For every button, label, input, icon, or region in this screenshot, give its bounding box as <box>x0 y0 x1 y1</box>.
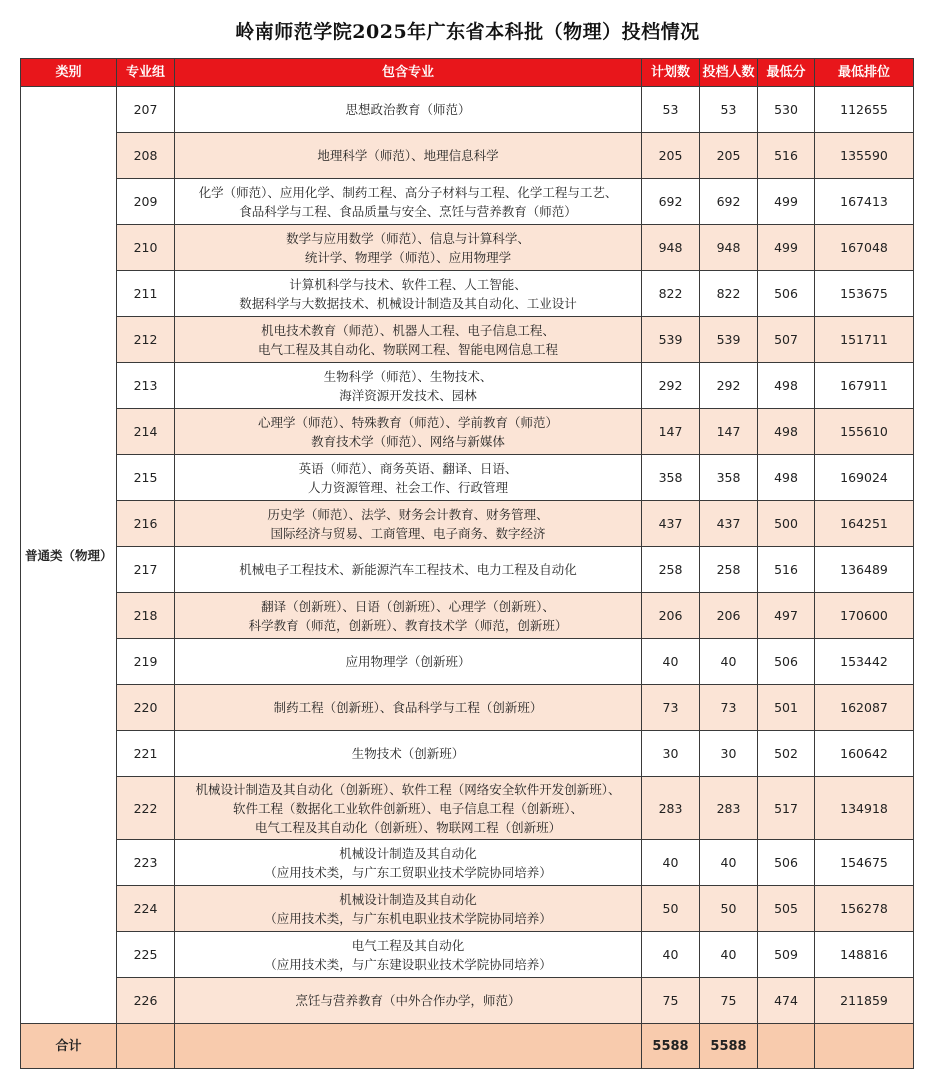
group-cell: 223 <box>117 840 175 886</box>
group-cell: 212 <box>117 317 175 363</box>
min-rank-cell: 153442 <box>815 639 914 685</box>
table-row <box>21 501 914 547</box>
min-score-cell: 516 <box>758 133 815 179</box>
table-row <box>21 271 914 317</box>
min-rank-cell: 167911 <box>815 363 914 409</box>
plan-cell: 75 <box>642 978 700 1024</box>
min-rank-cell: 156278 <box>815 886 914 932</box>
majors-cell: 生物科学（师范）、生物技术、 海洋资源开发技术、园林 <box>175 363 642 409</box>
group-cell: 207 <box>117 87 175 133</box>
group-cell: 216 <box>117 501 175 547</box>
admitted-cell: 53 <box>700 87 758 133</box>
plan-cell: 822 <box>642 271 700 317</box>
group-cell: 208 <box>117 133 175 179</box>
plan-cell: 73 <box>642 685 700 731</box>
admitted-cell: 948 <box>700 225 758 271</box>
table-row <box>21 363 914 409</box>
table-row <box>21 731 914 777</box>
min-score-cell: 506 <box>758 840 815 886</box>
table-row <box>21 409 914 455</box>
majors-cell: 生物技术（创新班） <box>175 731 642 777</box>
majors-cell: 历史学（师范）、法学、财务会计教育、财务管理、 国际经济与贸易、工商管理、电子商务、数字经济 <box>175 501 642 547</box>
min-rank-cell: 112655 <box>815 87 914 133</box>
header-admitted: 投档人数 <box>700 59 758 87</box>
min-score-cell: 497 <box>758 593 815 639</box>
majors-cell: 化学（师范）、应用化学、制药工程、高分子材料与工程、化学工程与工艺、 食品科学与工程、食品质量与安全、烹饪与营养教育（师范） <box>175 179 642 225</box>
plan-cell: 437 <box>642 501 700 547</box>
majors-cell: 机电技术教育（师范）、机器人工程、电子信息工程、 电气工程及其自动化、物联网工程、智能电网信息工程 <box>175 317 642 363</box>
min-rank-cell: 169024 <box>815 455 914 501</box>
table-row <box>21 455 914 501</box>
min-score-cell: 498 <box>758 363 815 409</box>
total-empty-rank <box>815 1024 914 1069</box>
plan-cell: 40 <box>642 932 700 978</box>
plan-cell: 539 <box>642 317 700 363</box>
admitted-cell: 50 <box>700 886 758 932</box>
min-rank-cell: 167048 <box>815 225 914 271</box>
admitted-cell: 73 <box>700 685 758 731</box>
plan-cell: 50 <box>642 886 700 932</box>
group-cell: 218 <box>117 593 175 639</box>
min-score-cell: 506 <box>758 639 815 685</box>
plan-cell: 53 <box>642 87 700 133</box>
header-min-rank: 最低排位 <box>815 59 914 87</box>
min-rank-cell: 170600 <box>815 593 914 639</box>
admitted-cell: 437 <box>700 501 758 547</box>
admitted-cell: 30 <box>700 731 758 777</box>
min-score-cell: 505 <box>758 886 815 932</box>
table-row <box>21 133 914 179</box>
group-cell: 213 <box>117 363 175 409</box>
majors-cell: 英语（师范）、商务英语、翻译、日语、 人力资源管理、社会工作、行政管理 <box>175 455 642 501</box>
admitted-cell: 258 <box>700 547 758 593</box>
majors-cell: 地理科学（师范）、地理信息科学 <box>175 133 642 179</box>
plan-cell: 948 <box>642 225 700 271</box>
min-score-cell: 516 <box>758 547 815 593</box>
total-admitted: 5588 <box>700 1024 758 1069</box>
min-score-cell: 498 <box>758 455 815 501</box>
total-empty-score <box>758 1024 815 1069</box>
group-cell: 226 <box>117 978 175 1024</box>
min-score-cell: 507 <box>758 317 815 363</box>
group-cell: 209 <box>117 179 175 225</box>
table-row <box>21 639 914 685</box>
admitted-cell: 822 <box>700 271 758 317</box>
majors-cell: 机械电子工程技术、新能源汽车工程技术、电力工程及自动化 <box>175 547 642 593</box>
table-row <box>21 685 914 731</box>
min-rank-cell: 162087 <box>815 685 914 731</box>
header-row <box>21 59 914 87</box>
plan-cell: 692 <box>642 179 700 225</box>
min-score-cell: 502 <box>758 731 815 777</box>
table-row <box>21 886 914 932</box>
category-cell: 普通类（物理） <box>21 87 117 1024</box>
group-cell: 219 <box>117 639 175 685</box>
admitted-cell: 40 <box>700 932 758 978</box>
admission-table <box>20 58 914 1069</box>
header-majors: 包含专业 <box>175 59 642 87</box>
table-row <box>21 179 914 225</box>
table-row <box>21 225 914 271</box>
total-row <box>21 1024 914 1069</box>
group-cell: 225 <box>117 932 175 978</box>
total-empty-majors <box>175 1024 642 1069</box>
min-score-cell: 498 <box>758 409 815 455</box>
min-rank-cell: 160642 <box>815 731 914 777</box>
table-row <box>21 87 914 133</box>
header-min-score: 最低分 <box>758 59 815 87</box>
total-plan: 5588 <box>642 1024 700 1069</box>
admitted-cell: 358 <box>700 455 758 501</box>
group-cell: 211 <box>117 271 175 317</box>
majors-cell: 思想政治教育（师范） <box>175 87 642 133</box>
majors-cell: 机械设计制造及其自动化（创新班）、软件工程（网络安全软件开发创新班）、 软件工程（数据化工业软件创新班）、电子信息工程（创新班）、 电气工程及其自动化（创新班）、物联网工程（创新班） <box>175 777 642 840</box>
min-rank-cell: 151711 <box>815 317 914 363</box>
admitted-cell: 692 <box>700 179 758 225</box>
plan-cell: 206 <box>642 593 700 639</box>
majors-cell: 应用物理学（创新班） <box>175 639 642 685</box>
min-rank-cell: 134918 <box>815 777 914 840</box>
admitted-cell: 292 <box>700 363 758 409</box>
majors-cell: 烹饪与营养教育（中外合作办学，师范） <box>175 978 642 1024</box>
admitted-cell: 75 <box>700 978 758 1024</box>
min-score-cell: 501 <box>758 685 815 731</box>
min-rank-cell: 167413 <box>815 179 914 225</box>
majors-cell: 心理学（师范）、特殊教育（师范）、学前教育（师范） 教育技术学（师范）、网络与新媒体 <box>175 409 642 455</box>
min-rank-cell: 164251 <box>815 501 914 547</box>
plan-cell: 358 <box>642 455 700 501</box>
majors-cell: 制药工程（创新班）、食品科学与工程（创新班） <box>175 685 642 731</box>
table-row <box>21 840 914 886</box>
min-score-cell: 517 <box>758 777 815 840</box>
min-rank-cell: 135590 <box>815 133 914 179</box>
admitted-cell: 40 <box>700 840 758 886</box>
plan-cell: 283 <box>642 777 700 840</box>
majors-cell: 机械设计制造及其自动化 （应用技术类，与广东工贸职业技术学院协同培养） <box>175 840 642 886</box>
min-rank-cell: 211859 <box>815 978 914 1024</box>
table-row <box>21 317 914 363</box>
total-label: 合计 <box>21 1024 117 1069</box>
admitted-cell: 147 <box>700 409 758 455</box>
min-rank-cell: 154675 <box>815 840 914 886</box>
min-score-cell: 499 <box>758 225 815 271</box>
group-cell: 215 <box>117 455 175 501</box>
majors-cell: 数学与应用数学（师范）、信息与计算科学、 统计学、物理学（师范）、应用物理学 <box>175 225 642 271</box>
table-row <box>21 932 914 978</box>
plan-cell: 40 <box>642 840 700 886</box>
table-row <box>21 547 914 593</box>
majors-cell: 翻译（创新班）、日语（创新班）、心理学（创新班）、 科学教育（师范，创新班）、教育技术学（师范，创新班） <box>175 593 642 639</box>
admitted-cell: 205 <box>700 133 758 179</box>
min-rank-cell: 153675 <box>815 271 914 317</box>
min-rank-cell: 136489 <box>815 547 914 593</box>
min-score-cell: 500 <box>758 501 815 547</box>
plan-cell: 258 <box>642 547 700 593</box>
majors-cell: 电气工程及其自动化 （应用技术类，与广东建设职业技术学院协同培养） <box>175 932 642 978</box>
group-cell: 221 <box>117 731 175 777</box>
table-row <box>21 978 914 1024</box>
plan-cell: 205 <box>642 133 700 179</box>
admitted-cell: 539 <box>700 317 758 363</box>
admitted-cell: 283 <box>700 777 758 840</box>
header-category: 类别 <box>21 59 117 87</box>
min-rank-cell: 148816 <box>815 932 914 978</box>
plan-cell: 292 <box>642 363 700 409</box>
group-cell: 224 <box>117 886 175 932</box>
plan-cell: 40 <box>642 639 700 685</box>
group-cell: 214 <box>117 409 175 455</box>
min-score-cell: 506 <box>758 271 815 317</box>
min-score-cell: 509 <box>758 932 815 978</box>
header-plan: 计划数 <box>642 59 700 87</box>
admitted-cell: 206 <box>700 593 758 639</box>
table-row <box>21 777 914 840</box>
min-score-cell: 530 <box>758 87 815 133</box>
min-rank-cell: 155610 <box>815 409 914 455</box>
majors-cell: 机械设计制造及其自动化 （应用技术类，与广东机电职业技术学院协同培养） <box>175 886 642 932</box>
group-cell: 210 <box>117 225 175 271</box>
table-row <box>21 593 914 639</box>
group-cell: 222 <box>117 777 175 840</box>
page-title: 岭南师范学院2025年广东省本科批（物理）投档情况 <box>235 21 700 43</box>
min-score-cell: 474 <box>758 978 815 1024</box>
group-cell: 217 <box>117 547 175 593</box>
plan-cell: 30 <box>642 731 700 777</box>
admitted-cell: 40 <box>700 639 758 685</box>
group-cell: 220 <box>117 685 175 731</box>
plan-cell: 147 <box>642 409 700 455</box>
header-group: 专业组 <box>117 59 175 87</box>
min-score-cell: 499 <box>758 179 815 225</box>
total-empty-group <box>117 1024 175 1069</box>
majors-cell: 计算机科学与技术、软件工程、人工智能、 数据科学与大数据技术、机械设计制造及其自动化、工业设计 <box>175 271 642 317</box>
